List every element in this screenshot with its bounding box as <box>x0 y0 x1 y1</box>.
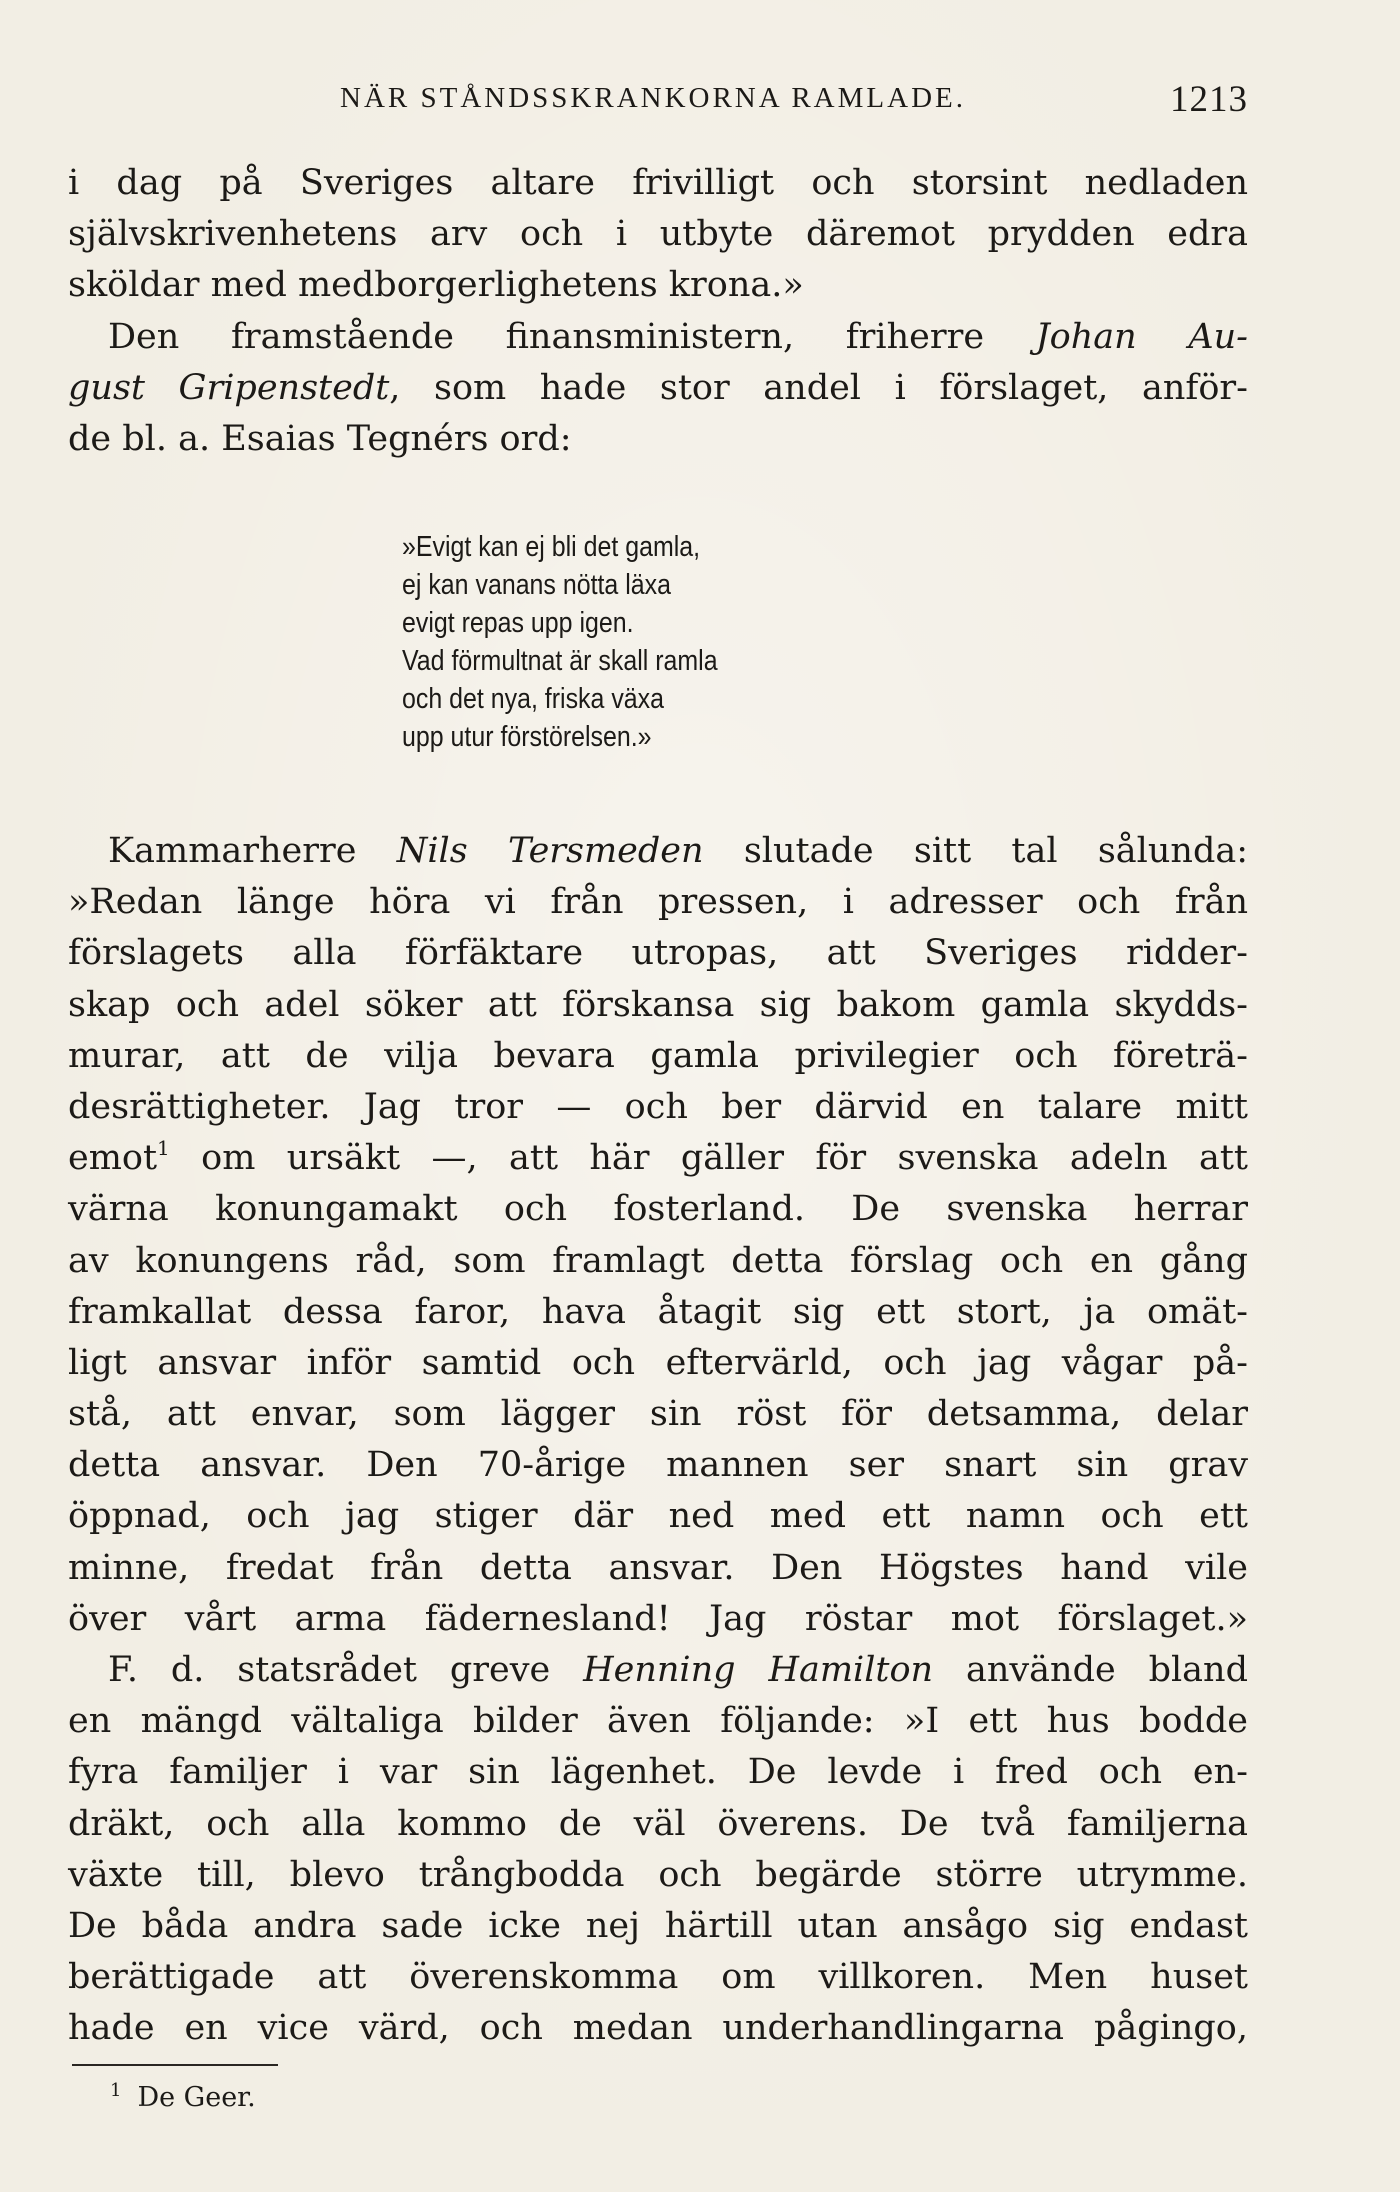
text-line: De båda andra sade icke nej härtill utan ansågo sig endast <box>68 1905 1248 1946</box>
text-line: hade en vice värd, och medan underhandlingarna pågingo, <box>68 2008 1248 2049</box>
poem-line: evigt repas upp igen. <box>402 607 634 639</box>
text-line: över vårt arma fädernesland! Jag röstar mot förslaget.» <box>68 1598 1248 1639</box>
footnote-divider <box>72 2064 278 2066</box>
text-line: murar, att de vilja bevara gamla privilegier och företrä- <box>68 1035 1248 1076</box>
text-line: dräkt, och alla kommo de väl överens. De två familjerna <box>68 1803 1248 1844</box>
text-line: de bl. a. Esaias Tegnérs ord: <box>68 418 572 459</box>
text-line: framkallat dessa faror, hava åtagit sig ett stort, ja omät- <box>68 1291 1248 1332</box>
footnote-reference: 1 <box>157 1136 170 1161</box>
poem-line: Vad förmultnat är skall ramla <box>402 645 718 677</box>
person-name: Nils Tersmeden <box>396 831 704 871</box>
footnote-text: De Geer. <box>137 2082 256 2113</box>
text-line <box>68 1645 1248 1696</box>
text-line: skap och adel söker att förskansa sig bakom gamla skydds- <box>68 984 1248 1025</box>
text-line: fyra familjer i var sin lägenhet. De levde i fred och en- <box>68 1752 1248 1793</box>
poem-line: och det nya, friska växa <box>402 683 665 715</box>
text-line: självskrivenhetens arv och i utbyte däremot prydden edra <box>68 214 1248 255</box>
text-line <box>68 312 1248 363</box>
text-line: värna konungamakt och fosterland. De svenska herrar <box>68 1189 1248 1230</box>
poem-line: ej kan vanans nötta läxa <box>402 569 671 601</box>
poem-quote <box>402 528 718 756</box>
text-block-top <box>68 158 1248 465</box>
text-line: berättigade att överenskomma om villkoren. Men huset <box>68 1957 1248 1998</box>
running-title: NÄR STÅNDSSKRANKORNA RAMLADE. <box>340 82 966 114</box>
text-run: Den framstående finansministern, friherre <box>108 316 1036 357</box>
text-line: förslagets alla förfäktare utropas, att Sveriges ridder- <box>68 933 1248 974</box>
text-line <box>68 1133 1248 1184</box>
text-line <box>68 363 1248 414</box>
poem-line: »Evigt kan ej bli det gamla, <box>402 531 701 563</box>
text-line: i dag på Sveriges altare frivilligt och storsint nedladen <box>68 163 1248 203</box>
text-line: sköldar med medborgerlighetens krona.» <box>68 265 804 306</box>
text-run: F. d. statsrådet greve <box>108 1650 584 1690</box>
text-line: minne, fredat från detta ansvar. Den Högstes hand vile <box>68 1547 1248 1588</box>
text-line: stå, att envar, som lägger sin röst för detsamma, delar <box>68 1394 1248 1435</box>
footnote <box>110 2080 256 2113</box>
text-run: Kammarherre <box>108 831 397 871</box>
footnote-marker: 1 <box>110 2080 122 2101</box>
text-line: öppnad, och jag stiger där ned med ett namn och ett <box>68 1496 1248 1537</box>
text-line <box>68 826 1248 877</box>
text-line: ligt ansvar inför samtid och eftervärld, och jag vågar på- <box>68 1342 1248 1383</box>
poem-line: upp utur förstörelsen.» <box>402 721 652 753</box>
text-line: växte till, blevo trångbodda och begärde större utrymme. <box>68 1854 1248 1895</box>
text-run: , som hade stor andel i förslaget, anför- <box>389 367 1248 408</box>
person-name: Johan Au- <box>1035 316 1248 357</box>
page-number: 1213 <box>1170 79 1248 120</box>
text-run: emot <box>68 1138 158 1179</box>
text-block-main <box>68 826 1248 2055</box>
text-line: en mängd vältaliga bilder även följande: »I ett hus bodde <box>68 1701 1248 1742</box>
text-run: om ursäkt —, att här gäller för svenska adeln att <box>169 1138 1248 1179</box>
text-line: detta ansvar. Den 70-årige mannen ser snart sin grav <box>68 1445 1248 1486</box>
text-line: »Redan länge höra vi från pressen, i adresser och från <box>68 882 1248 923</box>
text-run: slutade sitt tal sålunda: <box>703 831 1249 871</box>
person-name: gust Gripenstedt <box>68 367 390 408</box>
text-run: använde bland <box>933 1650 1248 1690</box>
person-name: Henning Hamilton <box>583 1650 934 1690</box>
text-line: desrättigheter. Jag tror — och ber därvid en talare mitt <box>68 1086 1248 1127</box>
text-line: av konungens råd, som framlagt detta förslag och en gång <box>68 1240 1248 1281</box>
